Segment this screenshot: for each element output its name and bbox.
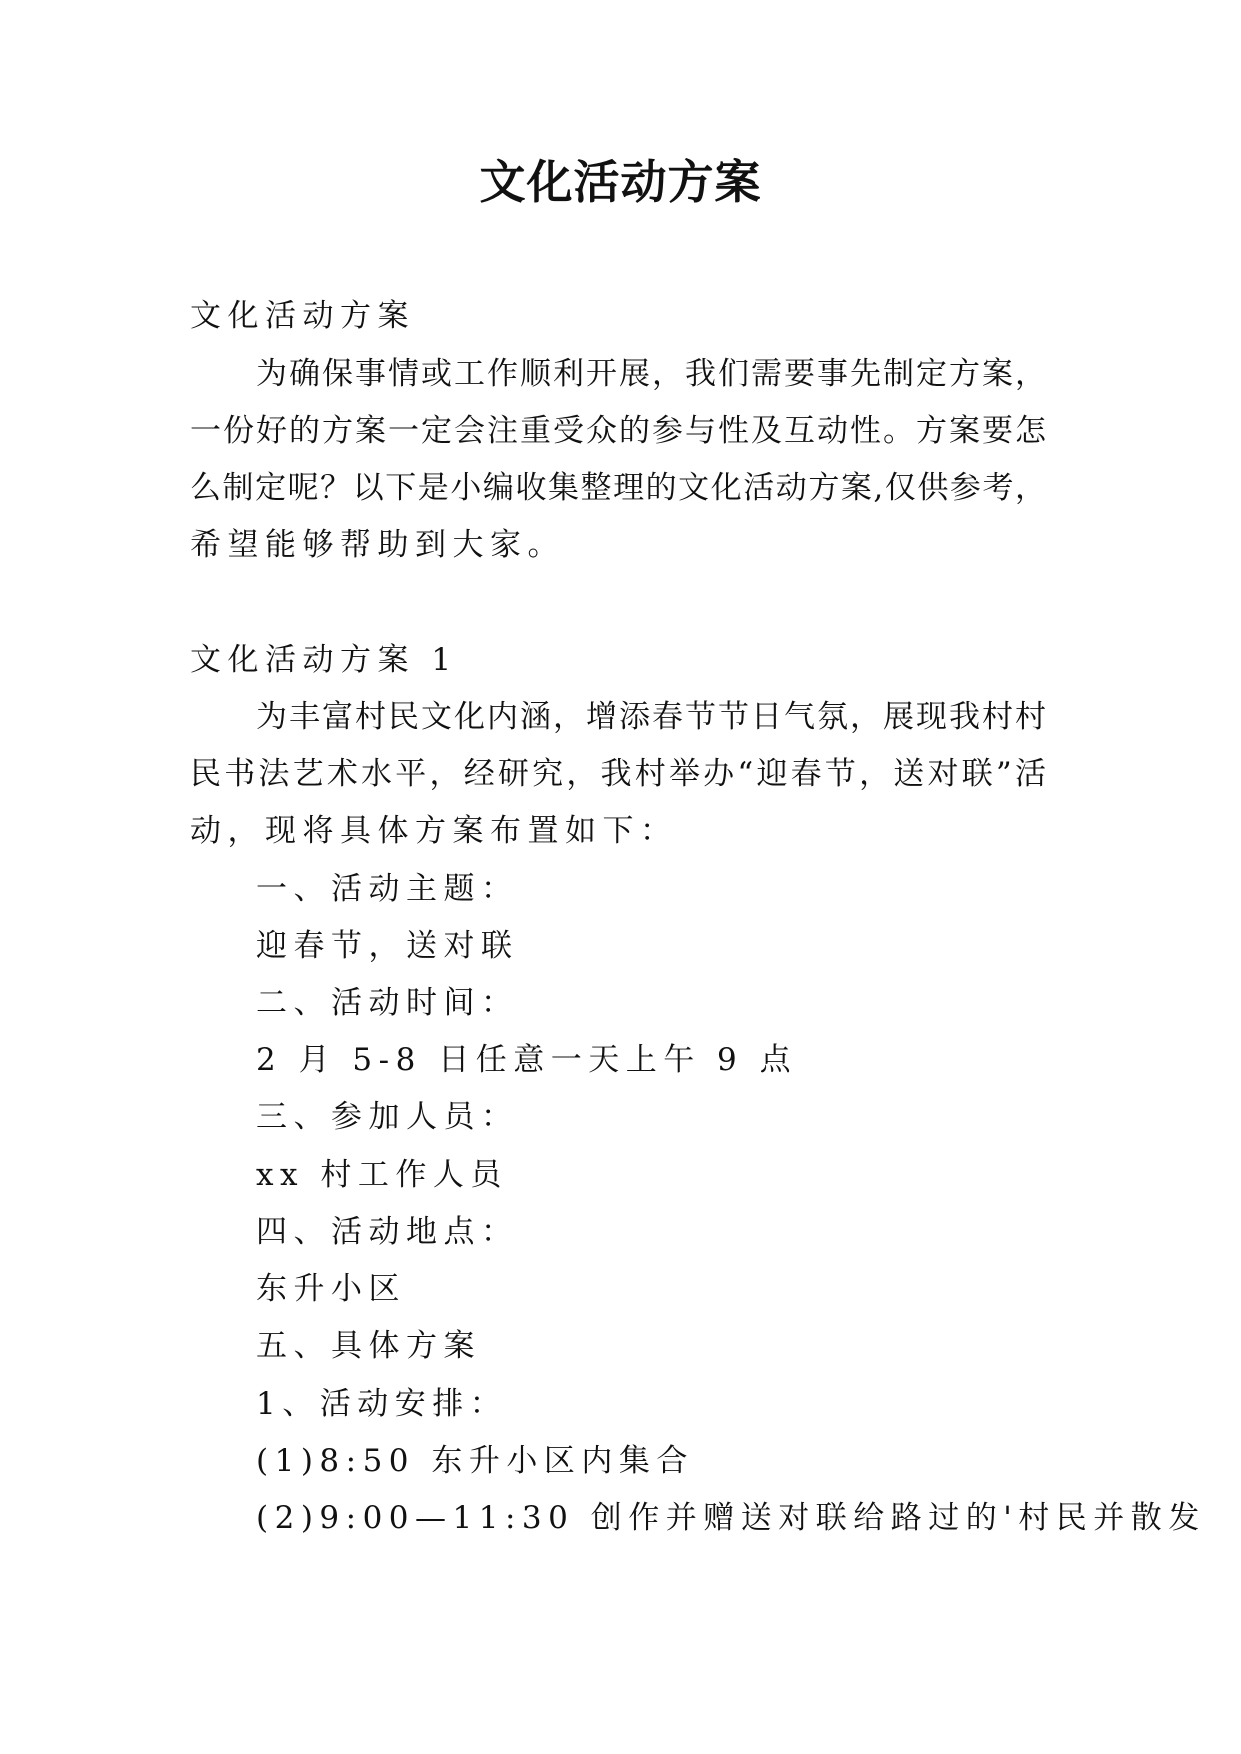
item-value-participants: xx 村工作人员	[256, 1157, 508, 1193]
item-heading-plan: 五、具体方案	[256, 1328, 481, 1364]
intro-paragraph-line-2: 一份好的方案一定会注重受众的参与性及互动性。方案要怎	[190, 413, 1046, 449]
section-heading-1: 文化活动方案 1	[190, 642, 458, 678]
intro-heading: 文化活动方案	[190, 298, 415, 334]
sub-item-arrangement: 1、活动安排：	[256, 1386, 508, 1422]
schedule-item-2: (2)9:00—11:30 创作并赠送对联给路过的'村民并散发	[256, 1500, 1206, 1536]
item-heading-theme: 一、活动主题：	[256, 871, 519, 907]
document-title: 文化活动方案	[479, 155, 762, 209]
item-value-time: 2 月 5-8 日任意一天上午 9 点	[256, 1042, 798, 1078]
schedule-item-1: (1)8:50 东升小区内集合	[256, 1443, 694, 1479]
section-paragraph-line-3: 动，现将具体方案布置如下：	[190, 813, 678, 849]
intro-paragraph-line-3: 么制定呢？以下是小编收集整理的文化活动方案,仅供参考，	[190, 470, 1046, 506]
intro-paragraph-line-4: 希望能够帮助到大家。	[190, 527, 565, 563]
item-value-location: 东升小区	[256, 1271, 406, 1307]
section-paragraph-line-2: 民书法艺术水平，经研究，我村举办“迎春节，送对联”活	[190, 756, 1046, 792]
intro-paragraph-line-1: 为确保事情或工作顺利开展，我们需要事先制定方案，	[256, 356, 1046, 392]
item-heading-participants: 三、参加人员：	[256, 1099, 519, 1135]
section-paragraph-line-1: 为丰富村民文化内涵，增添春节节日气氛，展现我村村	[256, 699, 1046, 735]
item-heading-location: 四、活动地点：	[256, 1214, 519, 1250]
item-heading-time: 二、活动时间：	[256, 985, 519, 1021]
item-value-theme: 迎春节，送对联	[256, 928, 519, 964]
